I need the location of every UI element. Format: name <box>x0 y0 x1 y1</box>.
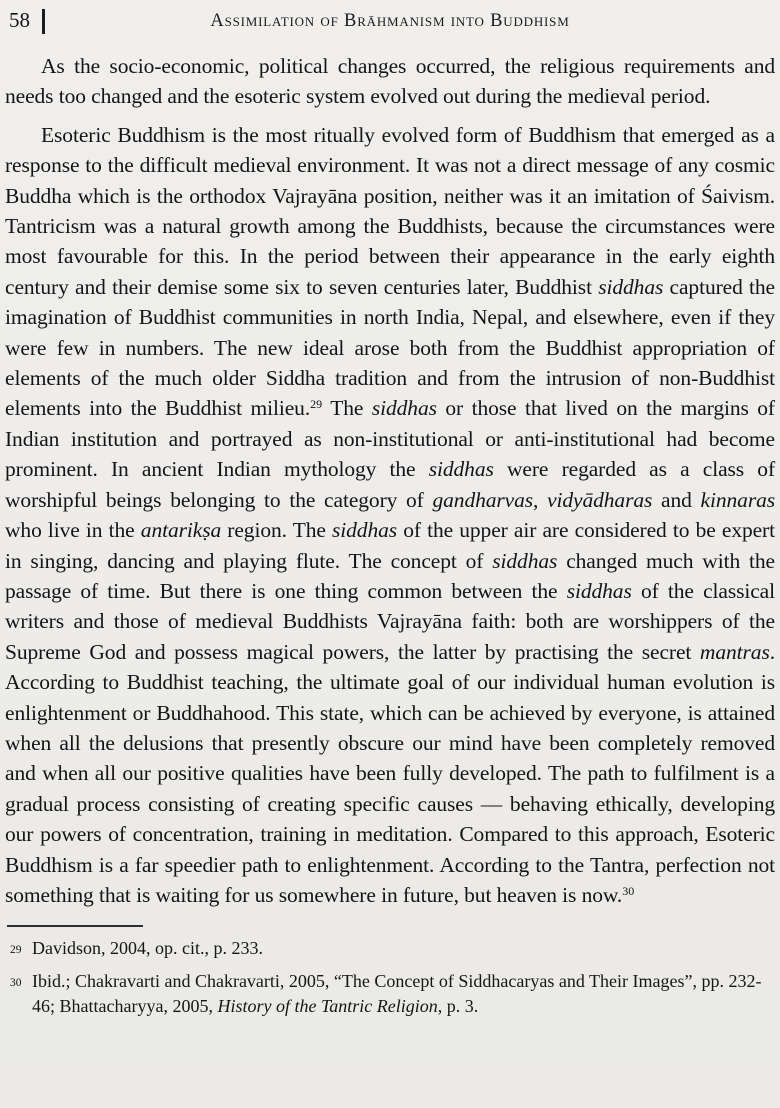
footnote-29 <box>5 936 775 962</box>
footnote-marker: 30 <box>10 976 22 989</box>
page-number-block <box>9 8 45 34</box>
footnote-text: Davidson, 2004, op. cit., p. 233. <box>32 938 263 959</box>
footnote-text: Ibid.; Chakravarti and Chakravarti, 2005, “The Concept of Siddhacaryas and Their Images”, pp. 232-46; Bhattacharyya, 2005, History of the Tantric Religion, p. 3. <box>32 970 762 1017</box>
footnotes-section <box>5 925 775 1020</box>
running-header-title: Assimilation of Brāhmanism into Buddhism <box>210 11 570 31</box>
body-text <box>5 51 775 910</box>
running-header <box>5 8 775 38</box>
paragraph-2: Esoteric Buddhism is the most ritually evolved form of Buddhism that emerged as a response to the difficult medieval environment. It was not a direct message of any cosmic Buddha which is the orthodox Vajrayāna position, neither was it an imitation of Śaivism. Tantricism was a natural growth among the Buddhists, because the circumstances were most favourable for this. In the period between their appearance in the early eighth century and their demise some six to seven centuries later, Buddhist siddhas captured the imagination of Buddhist communities in north India, Nepal, and elsewhere, even if they were few in numbers. The new ideal arose both from the Buddhist appropriation of elements of the much older Siddha tradition and from the intrusion of non-Buddhist elements into the Buddhist milieu.$^{29}$ The siddhas or those that lived on the margins of Indian institution and portrayed as non-institutional or anti-institutional had become prominent. In ancient Indian mythology the siddhas were regarded as a class of worshipful beings belonging to the category of gandharvas, vidyādharas and kinnaras who live in the antarikṣa region. The siddhas of the upper air are considered to be expert in singing, dancing and playing flute. The concept of siddhas changed much with the passage of time. But there is one thing common between the siddhas of the classical writers and those of medieval Buddhists Vajrayāna faith: both are worshippers of the Supreme God and possess magical powers, the latter by practising the secret mantras. According to Buddhist teaching, the ultimate goal of our individual human evolution is enlightenment or Buddhahood. This state, which can be achieved by everyone, is attained when all the delusions that presently obscure our mind have been completely removed and when all our positive qualities have been fully developed. The path to fulfilment is a gradual process consisting of creating specific causes — behaving ethically, developing our powers of concentration, training in meditation. Compared to this approach, Esoteric Buddhism is a far speedier path to enlightenment. According to the Tantra, perfection not something that is waiting for us somewhere in future, but heaven is now.$^{30}$ <box>5 122 776 907</box>
header-divider-bar <box>42 9 45 34</box>
paragraph-1: As the socio-economic, political changes occurred, the religious requirements and needs too changed and the esoteric system evolved out during the medieval period. <box>5 54 775 109</box>
footnote-30 <box>5 969 775 1020</box>
footnote-marker: 29 <box>10 944 22 957</box>
footnote-separator <box>7 925 143 927</box>
page-number: 58 <box>9 8 30 32</box>
